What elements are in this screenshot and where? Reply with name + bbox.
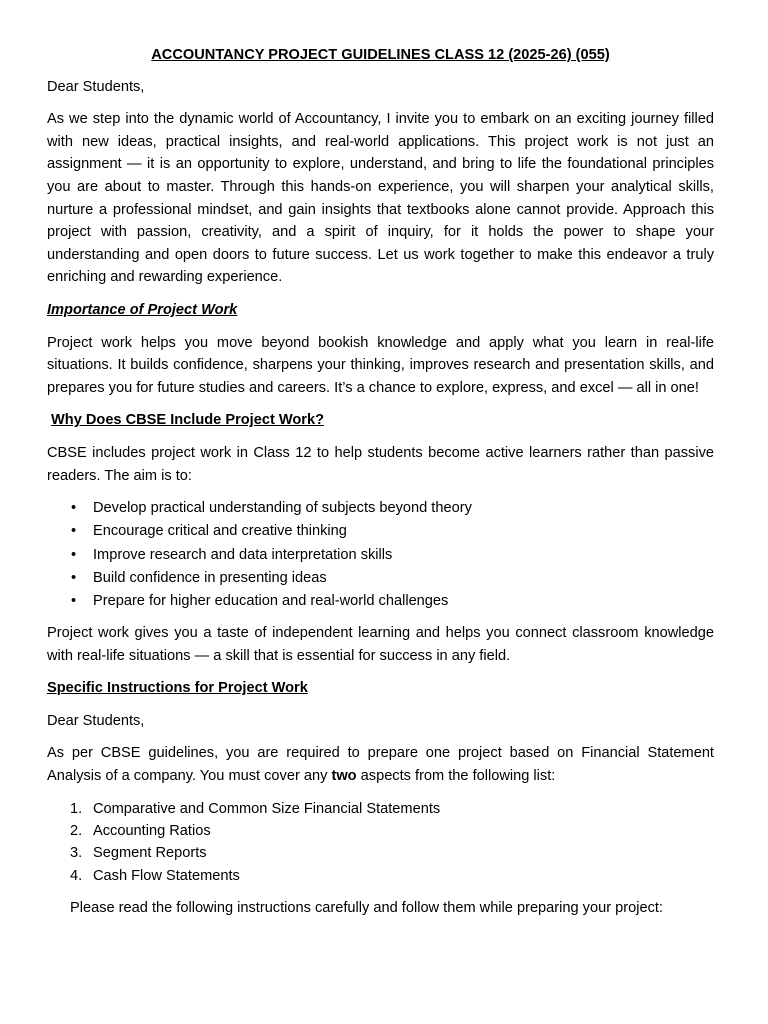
list-item-number: 1. [70,800,83,817]
list-item-number: 3. [70,845,83,862]
intro-paragraph: As we step into the dynamic world of Accountancy, I invite you to embark on an exciting journey filled with new ideas, practical insights, and real-world applications. This project work is not just an assignment — it is an opportunity to explore, understand, and bring to life the foundational principles you are about to master. Through this hands-on experience, you will sharpen your analytical skills, nurture a professional mindset, and gain insights that textbooks alone cannot provide. Approach this project with passion, creativity, and a spirit of inquiry, for it holds the power to shape your understanding and open doors to future success. Let us work together to make this endeavor a truly enriching and rewarding experience. [47,111,714,286]
why-paragraph: CBSE includes project work in Class 12 to help students become active learners rather than passive readers. The aim is to: [47,444,714,484]
importance-heading: Importance of Project Work [47,301,238,318]
instructions-greeting: Dear Students, [47,712,145,729]
list-item [47,567,714,590]
list-item-text: Cash Flow Statements [93,867,240,884]
list-item-text: Segment Reports [93,845,207,862]
list-item [47,798,714,820]
bullet-icon: • [71,569,77,586]
list-item-text: Improve research and data interpretation skills [93,546,393,563]
aims-list [47,497,714,613]
list-item-number: 4. [70,867,83,884]
instructions-paragraph [47,742,714,787]
why-heading: Why Does CBSE Include Project Work? [51,412,325,429]
list-item-text: Build confidence in presenting ideas [93,569,327,586]
document-page [47,44,714,930]
why-closing-paragraph: Project work gives you a taste of independent learning and helps you connect classroom knowledge with real-life situations — a skill that is essential for success in any field. [47,625,714,664]
list-item [47,497,714,520]
final-instruction-paragraph: Please read the following instructions carefully and follow them while preparing your project: [70,900,663,917]
list-item-text: Prepare for higher education and real-world challenges [93,592,449,609]
list-item [47,842,714,864]
list-item [47,820,714,842]
bullet-icon: • [71,500,77,517]
list-item [47,520,714,543]
greeting: Dear Students, [47,78,145,95]
bullet-icon: • [71,592,77,609]
list-item-number: 2. [70,823,83,840]
list-item [47,544,714,567]
instructions-text-bold: two [331,768,357,785]
instructions-text-after: aspects from the following list: [356,768,556,785]
list-item-text: Accounting Ratios [93,823,211,840]
instructions-text-before: As per CBSE guidelines, you are required to prepare one project based on Financial Statement Analysis of a company. You must cover any [47,745,714,785]
instructions-heading: Specific Instructions for Project Work [47,680,308,697]
list-item-text: Develop practical understanding of subjects beyond theory [93,500,472,517]
list-item-text: Encourage critical and creative thinking [93,523,347,540]
aspects-list [47,798,714,888]
importance-paragraph: Project work helps you move beyond bookish knowledge and apply what you learn in real-life situations. It builds confidence, sharpens your thinking, improves research and presentation skills, and prepares you for future studies and careers. It’s a chance to explore, express, and excel — all in one! [47,334,714,396]
list-item [47,865,714,887]
bullet-icon: • [71,546,77,563]
list-item [47,590,714,613]
list-item-text: Comparative and Common Size Financial Statements [93,800,441,817]
document-title: ACCOUNTANCY PROJECT GUIDELINES CLASS 12 (2025-26) (055) [151,47,610,63]
bullet-icon: • [71,523,77,540]
